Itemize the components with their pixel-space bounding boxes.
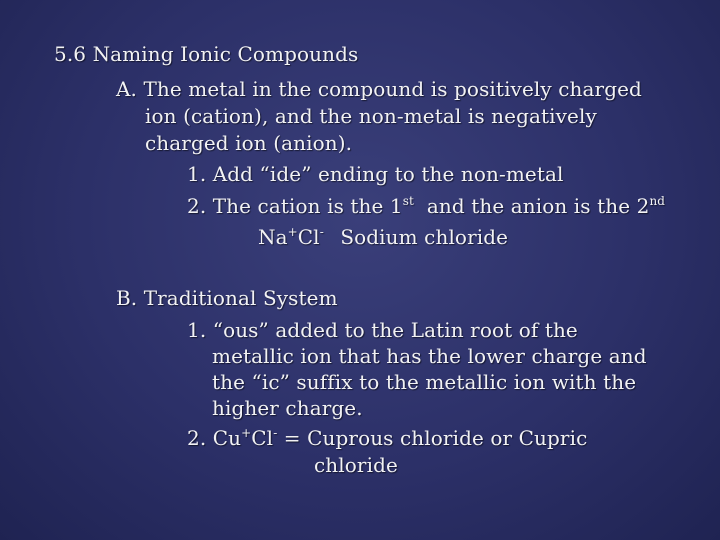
item-2-text-start: 2. The cation is the 1: [187, 194, 403, 218]
charge-minus-b: -: [273, 426, 278, 440]
formula-cl-b: Cl: [251, 426, 274, 450]
section-a-line-2: ion (cation), and the non-metal is negatively: [145, 104, 597, 128]
item-2-text-mid: and the anion is the 2: [413, 194, 650, 218]
section-b-item-1-line-2: metallic ion that has the lower charge and: [212, 344, 647, 368]
section-b-item-1-line-3: the “ic” suffix to the metallic ion with the: [212, 370, 637, 394]
slide-title: 5.6 Naming Ionic Compounds: [54, 42, 359, 66]
example-formula: [258, 224, 508, 250]
section-b-item-1-line-4: higher charge.: [212, 396, 363, 420]
section-b-item-2: [187, 425, 587, 451]
formula-na: Na: [258, 225, 288, 249]
section-b-heading: B. Traditional System: [116, 286, 338, 310]
example-name: Sodium chloride: [340, 225, 509, 249]
section-b-item-1-line-1: 1. “ous” added to the Latin root of the: [187, 318, 578, 342]
charge-minus: -: [319, 225, 324, 239]
ordinal-st: st: [402, 194, 414, 208]
section-a-line-1: A. The metal in the compound is positively charged: [116, 77, 642, 101]
section-a-line-3: charged ion (anion).: [145, 131, 353, 155]
formula-cl: Cl: [297, 225, 320, 249]
item-2-names: = Cuprous chloride or Cupric: [277, 426, 588, 450]
formula-cu: 2. Cu: [187, 426, 242, 450]
charge-plus: +: [287, 225, 298, 239]
section-a-item-1: 1. Add “ide” ending to the non-metal: [187, 162, 564, 186]
section-a-item-2: [187, 193, 665, 219]
ordinal-nd: nd: [649, 194, 666, 208]
section-b-item-2-line-2: chloride: [314, 453, 398, 477]
charge-plus-b: +: [241, 426, 252, 440]
